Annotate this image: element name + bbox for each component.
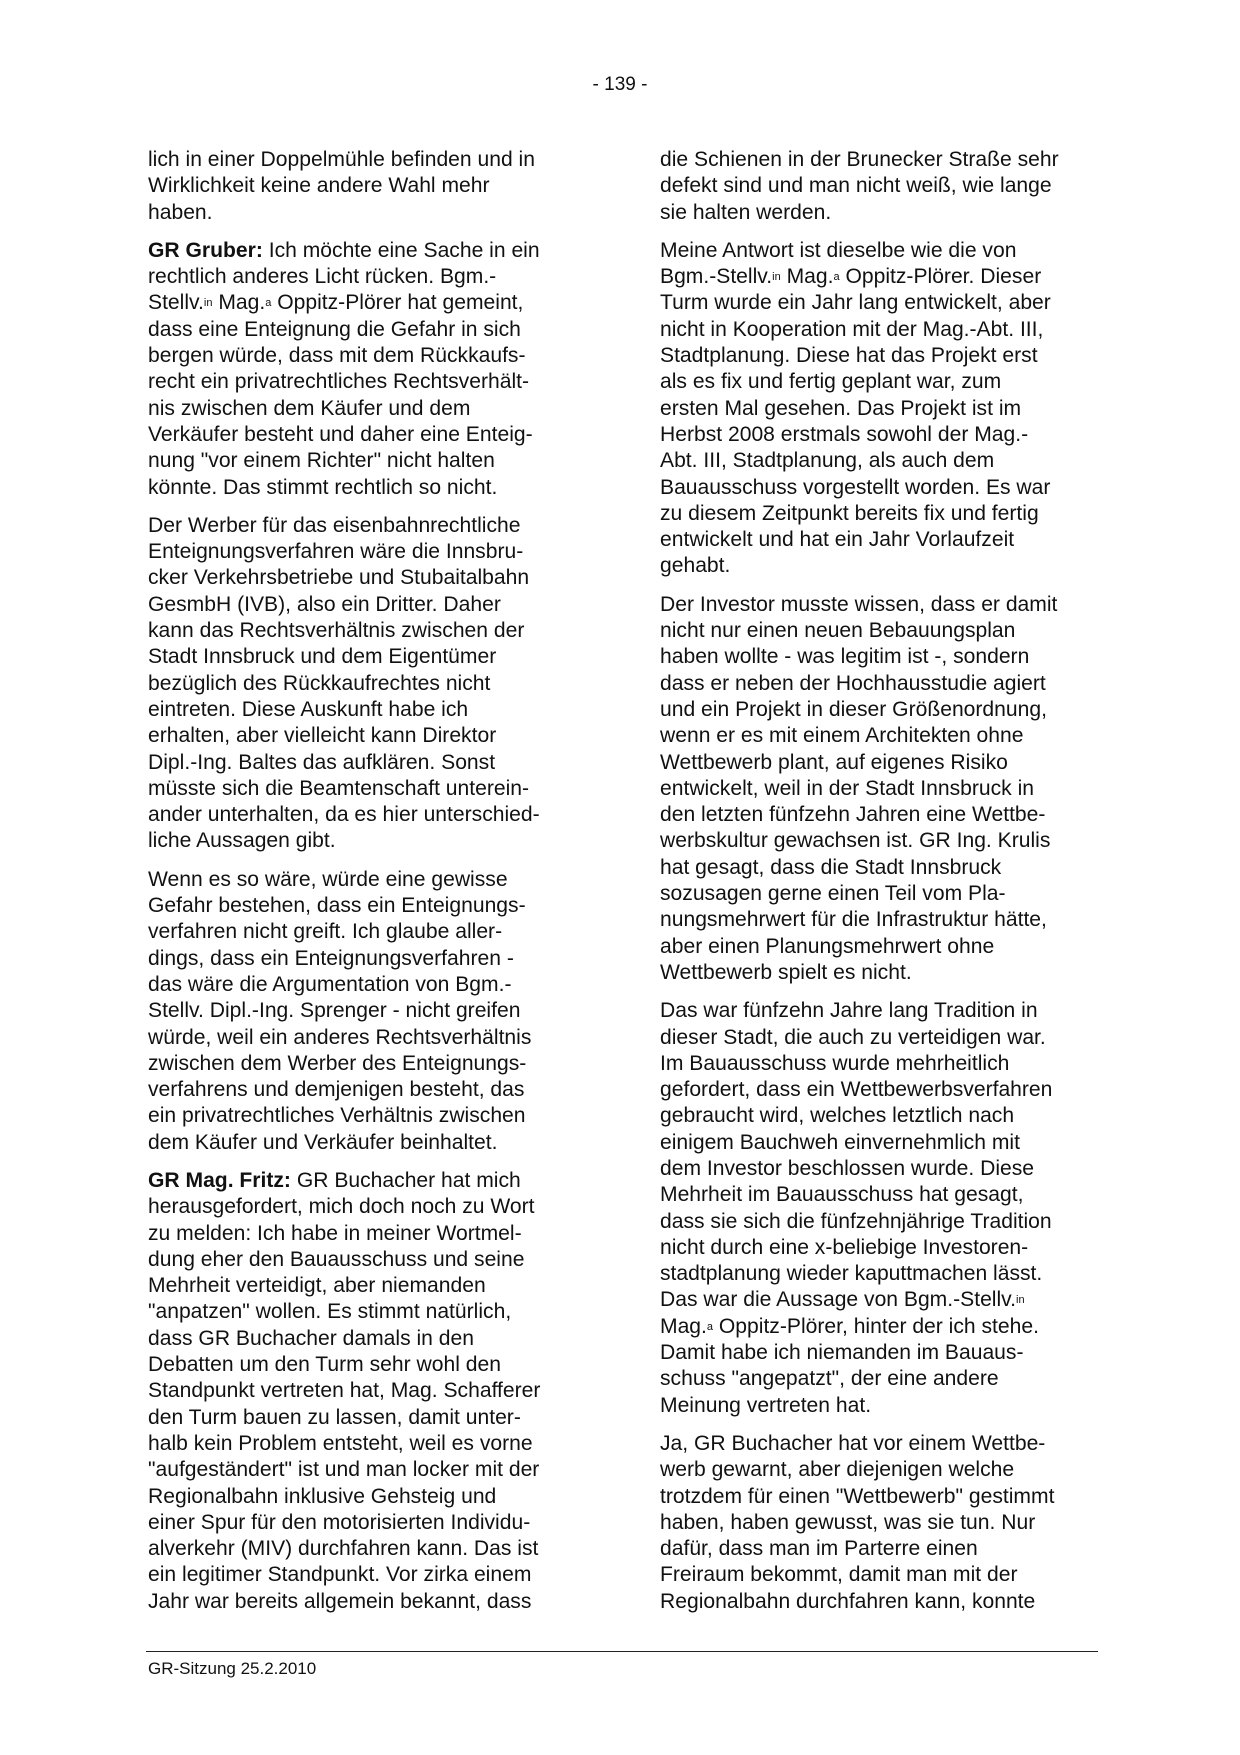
text-line: Regionalbahn inklusive Gehsteig und: [148, 1484, 497, 1508]
text-line: Damit habe ich niemanden im Bauaus-: [660, 1341, 1024, 1365]
text-line: trotzdem für einen "Wettbewerb" gestimmt: [660, 1484, 1055, 1508]
text-line: [148, 290, 580, 316]
text-line: [660, 1287, 1092, 1313]
text-line: Debatten um den Turm sehr wohl den: [148, 1353, 501, 1377]
text-line: den letzten fünfzehn Jahren eine Wettbe-: [660, 803, 1046, 827]
text-line: Stadt Innsbruck und dem Eigentümer: [148, 645, 497, 669]
text-line: Wirklichkeit keine andere Wahl mehr: [148, 174, 490, 198]
text-span: Mag.: [660, 1314, 707, 1338]
text-line: nis zwischen dem Käufer und dem: [148, 396, 471, 420]
paragraph: [660, 998, 1092, 1419]
text-line: die Schienen in der Brunecker Straße sehr: [660, 148, 1059, 171]
text-line: Abt. III, Stadtplanung, als auch dem: [660, 449, 995, 473]
text-span: Mag.: [212, 291, 266, 315]
text-line: verfahren nicht greift. Ich glaube aller-: [148, 920, 503, 944]
text-line: ander unterhalten, da es hier unterschied-: [148, 803, 540, 827]
text-line: alverkehr (MIV) durchfahren kann. Das ist: [148, 1537, 539, 1561]
paragraph-gr-gruber: [148, 238, 580, 501]
text-line: nicht in Kooperation mit der Mag.-Abt. III,: [660, 317, 1044, 341]
paragraph: [660, 1431, 1092, 1615]
text-line: einigem Bauchweh einvernehmlich mit: [660, 1130, 1020, 1154]
text-line: haben, haben gewusst, was sie tun. Nur: [660, 1510, 1036, 1534]
text-line: Freiraum bekommt, damit man mit der: [660, 1563, 1018, 1587]
text-line: Wenn es so wäre, würde eine gewisse: [148, 867, 508, 891]
text-span: Das war die Aussage von Bgm.-Stellv.: [660, 1288, 1017, 1312]
text-line: Enteignungsverfahren wäre die Innsbru-: [148, 540, 524, 564]
text-line: lich in einer Doppelmühle befinden und in: [148, 148, 535, 171]
right-column: [660, 147, 1092, 1627]
speaker-name: GR Mag. Fritz:: [148, 1168, 291, 1192]
paragraph: [148, 147, 580, 226]
paragraph-gr-mag-fritz: [148, 1168, 580, 1615]
text-span: Oppitz-Plörer hat gemeint,: [271, 291, 524, 315]
text-line: cker Verkehrsbetriebe und Stubaitalbahn: [148, 566, 530, 590]
text-line: herausgefordert, mich doch noch zu Wort: [148, 1195, 535, 1219]
text-line: gebraucht wird, welches letztlich nach: [660, 1104, 1015, 1128]
text-line: dass sie sich die fünfzehnjährige Tradition: [660, 1209, 1052, 1233]
footer-text: GR-Sitzung 25.2.2010: [148, 1659, 317, 1678]
text-line: [660, 1314, 1092, 1340]
text-span: Bgm.-Stellv.: [660, 265, 773, 289]
text-line: dass er neben der Hochhausstudie agiert: [660, 671, 1046, 695]
text-line: [148, 238, 580, 264]
text-line: ersten Mal gesehen. Das Projekt ist im: [660, 396, 1022, 420]
text-line: bergen würde, dass mit dem Rückkaufs-: [148, 344, 526, 368]
text-span: GR Buchacher hat mich: [290, 1168, 521, 1192]
text-line: Ja, GR Buchacher hat vor einem Wettbe-: [660, 1431, 1046, 1455]
text-line: "aufgeständert" ist und man locker mit der: [148, 1458, 540, 1482]
text-line: GesmbH (IVB), also ein Dritter. Daher: [148, 592, 501, 616]
text-line: entwickelt und hat ein Jahr Vorlaufzeit: [660, 528, 1015, 552]
text-line: Mehrheit im Bauausschuss hat gesagt,: [660, 1183, 1024, 1207]
text-span: Oppitz-Plörer. Dieser: [839, 265, 1042, 289]
text-line: Der Werber für das eisenbahnrechtliche: [148, 513, 521, 537]
text-line: Stadtplanung. Diese hat das Projekt erst: [660, 344, 1038, 368]
text-line: Verkäufer besteht und daher eine Enteig-: [148, 422, 533, 446]
text-line: [660, 264, 1092, 290]
text-line: würde, weil ein anderes Rechtsverhältnis: [148, 1025, 532, 1049]
text-line: dafür, dass man im Parterre einen: [660, 1537, 978, 1561]
text-line: könnte. Das stimmt rechtlich so nicht.: [148, 475, 498, 499]
text-line: stadtplanung wieder kaputtmachen lässt.: [660, 1262, 1043, 1286]
text-span: Stellv.: [148, 291, 204, 315]
text-line: Wettbewerb spielt es nicht.: [660, 960, 912, 984]
superscript: a: [833, 271, 840, 284]
text-line: dieser Stadt, die auch zu verteidigen war.: [660, 1025, 1046, 1049]
text-line: Wettbewerb plant, auf eigenes Risiko: [660, 750, 1008, 774]
text-line: Mehrheit verteidigt, aber niemanden: [148, 1274, 486, 1298]
text-line: dass eine Enteignung die Gefahr in sich: [148, 317, 521, 341]
superscript: a: [706, 1320, 714, 1333]
text-line: gehabt.: [660, 554, 731, 578]
left-column: [148, 147, 580, 1627]
text-line: sozusagen gerne einen Teil vom Pla-: [660, 882, 1006, 906]
text-line: zu diesem Zeitpunkt bereits fix und fertig: [660, 501, 1039, 525]
text-line: dem Investor beschlossen wurde. Diese: [660, 1156, 1035, 1180]
text-line: werbskultur gewachsen ist. GR Ing. Krulis: [660, 829, 1051, 853]
text-line: dem Käufer und Verkäufer beinhaltet.: [148, 1130, 498, 1154]
text-line: Gefahr bestehen, dass ein Enteignungs-: [148, 894, 526, 918]
paragraph: [660, 592, 1092, 986]
text-line: [148, 1168, 580, 1194]
text-line: hat gesagt, dass die Stadt Innsbruck: [660, 855, 1002, 879]
text-line: recht ein privatrechtliches Rechtsverhält-: [148, 370, 530, 394]
text-line: aber einen Planungsmehrwert ohne: [660, 934, 995, 958]
paragraph: [660, 147, 1092, 226]
paragraph: [660, 238, 1092, 580]
text-span: Ich möchte eine Sache in ein: [262, 238, 540, 262]
superscript: in: [1016, 1294, 1025, 1307]
text-line: wenn er es mit einem Architekten ohne: [660, 724, 1024, 748]
text-line: Bauausschuss vorgestellt worden. Es war: [660, 475, 1051, 499]
text-line: zwischen dem Werber des Enteignungs-: [148, 1051, 527, 1075]
text-line: haben.: [148, 200, 213, 224]
text-line: als es fix und fertig geplant war, zum: [660, 370, 1002, 394]
text-line: Dipl.-Ing. Baltes das aufklären. Sonst: [148, 750, 496, 774]
text-line: Herbst 2008 erstmals sowohl der Mag.-: [660, 422, 1029, 446]
text-line: Standpunkt vertreten hat, Mag. Schafferer: [148, 1379, 541, 1403]
text-line: halb kein Problem entsteht, weil es vorne: [148, 1431, 533, 1455]
speaker-name: GR Gruber:: [148, 238, 263, 262]
paragraph: [148, 867, 580, 1156]
text-line: nung "vor einem Richter" nicht halten: [148, 449, 495, 473]
text-line: das wäre die Argumentation von Bgm.-: [148, 972, 512, 996]
text-span: Oppitz-Plörer, hinter der ich stehe.: [713, 1314, 1039, 1338]
text-line: ein legitimer Standpunkt. Vor zirka einem: [148, 1563, 532, 1587]
text-line: schuss "angepatzt", der eine andere: [660, 1367, 999, 1391]
paragraph: [148, 513, 580, 855]
text-line: bezüglich des Rückkaufrechtes nicht: [148, 671, 491, 695]
text-line: den Turm bauen zu lassen, damit unter-: [148, 1405, 521, 1429]
text-line: dass GR Buchacher damals in den: [148, 1326, 474, 1350]
text-line: nicht nur einen neuen Bebauungsplan: [660, 619, 1016, 643]
text-line: rechtlich anderes Licht rücken. Bgm.-: [148, 265, 497, 289]
text-line: liche Aussagen gibt.: [148, 829, 336, 853]
superscript: in: [772, 271, 781, 284]
text-line: eintreten. Diese Auskunft habe ich: [148, 697, 469, 721]
text-line: müsste sich die Beamtenschaft unterein-: [148, 776, 530, 800]
text-line: nicht durch eine x-beliebige Investoren-: [660, 1235, 1029, 1259]
text-line: und ein Projekt in dieser Größenordnung,: [660, 697, 1047, 721]
text-line: haben wollte - was legitim ist -, sondern: [660, 645, 1030, 669]
text-line: defekt sind und man nicht weiß, wie lange: [660, 174, 1052, 198]
text-span: Mag.: [780, 265, 834, 289]
text-line: dings, dass ein Enteignungsverfahren -: [148, 946, 514, 970]
superscript: in: [203, 297, 213, 310]
text-line: dung eher den Bauausschuss und seine: [148, 1247, 525, 1271]
text-line: Im Bauausschuss wurde mehrheitlich: [660, 1051, 1010, 1075]
text-line: zu melden: Ich habe in meiner Wortmel-: [148, 1221, 522, 1245]
text-line: Der Investor musste wissen, dass er damit: [660, 592, 1058, 616]
text-line: Meine Antwort ist dieselbe wie die von: [660, 238, 1017, 262]
text-line: verfahrens und demjenigen besteht, das: [148, 1078, 525, 1102]
text-line: "anpatzen" wollen. Es stimmt natürlich,: [148, 1300, 512, 1324]
text-line: Jahr war bereits allgemein bekannt, dass: [148, 1589, 532, 1613]
text-line: werb gewarnt, aber diejenigen welche: [660, 1458, 1015, 1482]
text-line: Turm wurde ein Jahr lang entwickelt, aber: [660, 291, 1051, 315]
text-line: Meinung vertreten hat.: [660, 1393, 872, 1417]
text-line: kann das Rechtsverhältnis zwischen der: [148, 619, 525, 643]
footer-divider: [146, 1651, 1098, 1652]
superscript: a: [265, 297, 272, 310]
text-line: gefordert, dass ein Wettbewerbsverfahren: [660, 1078, 1053, 1102]
text-line: erhalten, aber vielleicht kann Direktor: [148, 724, 497, 748]
text-line: Regionalbahn durchfahren kann, konnte: [660, 1589, 1036, 1613]
text-line: entwickelt, weil in der Stadt Innsbruck in: [660, 776, 1035, 800]
text-line: ein privatrechtliches Verhältnis zwischen: [148, 1104, 526, 1128]
text-line: nungsmehrwert für die Infrastruktur hätte,: [660, 908, 1047, 932]
page-number: - 139 -: [592, 74, 648, 95]
text-line: einer Spur für den motorisierten Individu-: [148, 1510, 531, 1534]
text-line: Stellv. Dipl.-Ing. Sprenger - nicht greifen: [148, 999, 521, 1023]
text-line: sie halten werden.: [660, 200, 832, 224]
text-line: Das war fünfzehn Jahre lang Tradition in: [660, 999, 1038, 1023]
